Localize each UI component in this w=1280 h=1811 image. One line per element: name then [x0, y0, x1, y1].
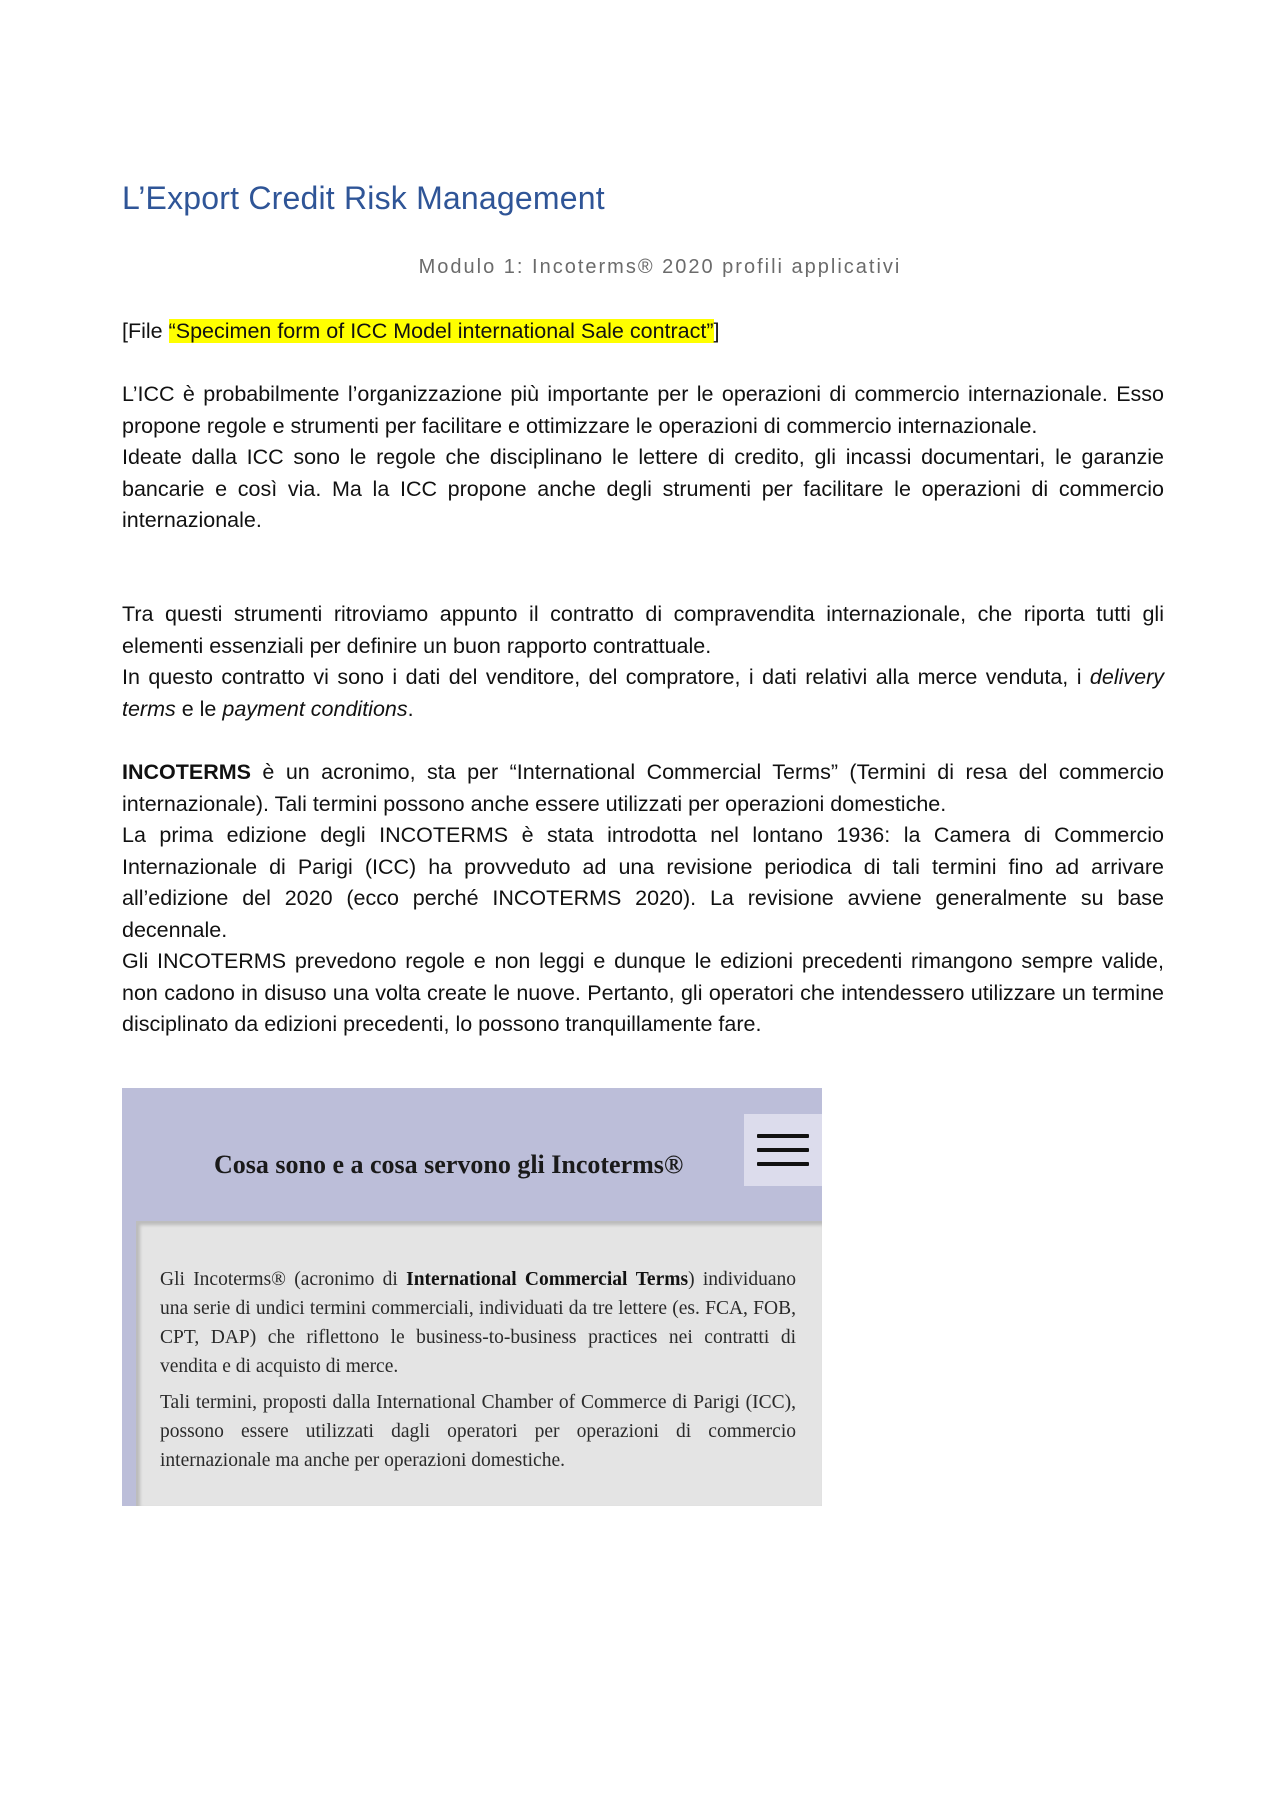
paragraph: La prima edizione degli INCOTERMS è stata introdotta nel lontano 1936: la Camera di Commercio Internazionale di Parigi (ICC) ha provveduto ad una revisione periodica di tali termini fino ad arrivare all’edizione del 2020 (ecco perché INCOTERMS 2020). La revisione avviene generalmente su base decennale.	[122, 823, 1164, 942]
paragraph	[122, 757, 1164, 820]
section-incoterms	[122, 757, 1164, 1041]
text-run	[627, 1269, 635, 1290]
paragraph: Tra questi strumenti ritroviamo appunto il contratto di compravendita internazionale, che riporta tutti gli elementi essenziali per definire un buon rapporto contrattuale.	[122, 602, 1164, 658]
menu-line	[757, 1134, 809, 1138]
figure-text	[160, 1265, 796, 1482]
figure-content-card	[136, 1221, 822, 1506]
emphasis-delivery-terms: delivery terms	[122, 665, 1164, 721]
section-icc	[122, 379, 1164, 537]
paragraph: Gli INCOTERMS prevedono regole e non leggi e dunque le edizioni precedenti rimangono sempre valide, non cadono in disuso una volta create le nuove. Pertanto, gli operatori che intendessero utilizzare un termine disciplinato da edizioni precedenti, lo possono tranquillamente fare.	[122, 949, 1164, 1036]
file-reference-highlight: “Specimen form of ICC Model international Sale contract”	[168, 319, 714, 343]
bold-commercial: Commercial	[524, 1269, 628, 1290]
text-run	[517, 1269, 525, 1290]
bold-international: International	[406, 1269, 517, 1290]
menu-line	[757, 1162, 809, 1166]
paragraph: Ideate dalla ICC sono le regole che disciplinano le lettere di credito, gli incassi documentari, le garanzie bancarie e così via. Ma la ICC propone anche degli strumenti per facilitare le operazioni di commercio internazionale.	[122, 445, 1164, 532]
figure-paragraph	[160, 1265, 796, 1381]
paragraph: L’ICC è probabilmente l’organizzazione più importante per le operazioni di commercio internazionale. Esso propone regole e strumenti per facilitare e ottimizzare le operazioni di commercio internazionale.	[122, 382, 1164, 438]
figure-heading: Cosa sono e a cosa servono gli Incoterms®	[214, 1150, 684, 1179]
text-run: .	[407, 696, 414, 721]
text-run: ) individuano una serie di undici termini commerciali, individuati da tre lettere (es. FCA, FOB, CPT, DAP) che riflettono le business-to-business practices nei contratti di vendita e di acquisto di merce.	[160, 1269, 797, 1377]
document-title: L’Export Credit Risk Management	[122, 180, 605, 216]
text-run: è un acronimo, sta per “International Commercial Terms” (Termini di resa del commercio internazionale). Tali termini possono anche essere utilizzati per operazioni domestiche.	[122, 760, 1164, 816]
figure-header	[122, 1088, 822, 1221]
emphasis-payment-conditions: payment conditions	[222, 696, 408, 721]
bold-terms: Terms	[635, 1269, 689, 1290]
bold-term-incoterms: INCOTERMS	[122, 760, 251, 784]
file-reference	[122, 316, 719, 347]
text-run: Gli Incoterms® (acronimo di	[160, 1269, 407, 1290]
figure-paragraph: Tali termini, proposti dalla International Chamber of Commerce di Parigi (ICC), possono essere utilizzati dagli operatori per operazioni di commercio internazionale ma anche per operazioni domestiche.	[160, 1392, 796, 1471]
text-run: In questo contratto vi sono i dati del venditore, del compratore, i dati relativi alla merce venduta, i	[122, 665, 1090, 689]
paragraph	[122, 662, 1164, 725]
document-subtitle: Modulo 1: Incoterms® 2020 profili applicativi	[418, 256, 902, 278]
text-run: e le	[175, 696, 223, 721]
embedded-screenshot-figure	[122, 1088, 822, 1506]
menu-line	[757, 1148, 809, 1152]
file-reference-suffix: ]	[713, 319, 720, 343]
hamburger-menu-icon[interactable]	[744, 1114, 822, 1186]
section-contract	[122, 599, 1164, 725]
file-reference-prefix: [File	[122, 319, 169, 343]
